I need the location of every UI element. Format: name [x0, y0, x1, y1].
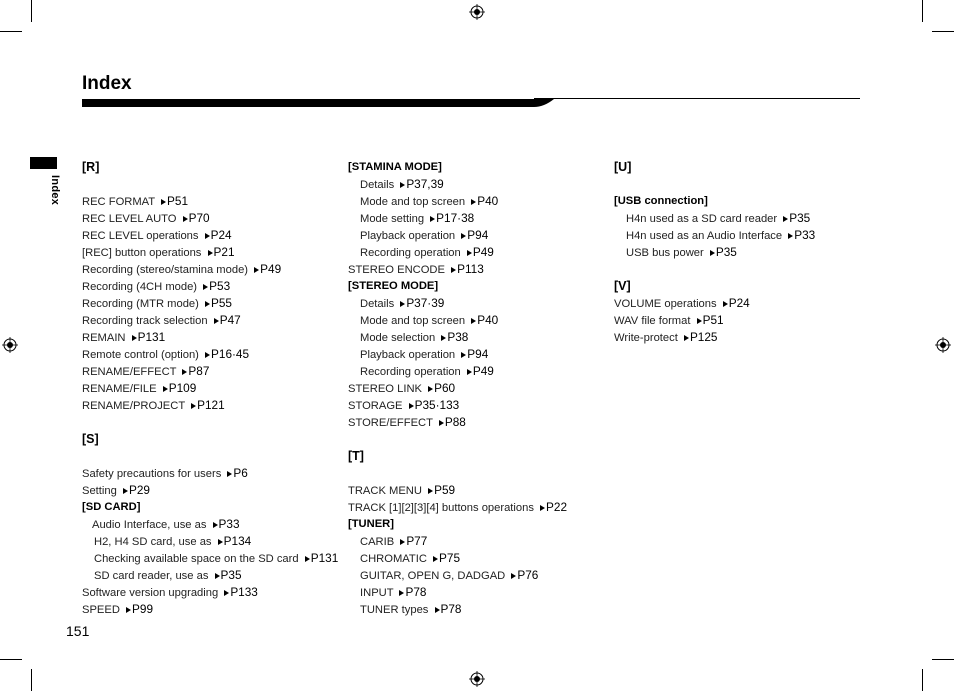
index-group-heading: [USB connection]: [614, 195, 708, 207]
side-tab-marker: [30, 157, 57, 169]
index-entry-label: Playback operation: [360, 349, 459, 361]
index-entry-label: Mode setting: [360, 213, 428, 225]
page-pointer-arrow-icon: [224, 590, 229, 596]
crop-mark-bottom-left-v: [31, 669, 32, 691]
page-reference: P131: [310, 551, 339, 565]
page-pointer-arrow-icon: [471, 318, 476, 324]
page-pointer-arrow-icon: [433, 556, 438, 562]
page-pointer-arrow-icon: [191, 403, 196, 409]
index-entry: [348, 295, 608, 312]
index-entry: [348, 227, 608, 244]
registration-mark-bottom-icon: [469, 671, 485, 687]
index-entry: [348, 550, 608, 567]
page-pointer-arrow-icon: [214, 318, 219, 324]
page-pointer-arrow-icon: [305, 556, 310, 562]
index-letter-heading: [S]: [82, 432, 99, 446]
page-pointer-arrow-icon: [400, 301, 405, 307]
index-entry: [82, 584, 342, 601]
page-title: Index: [82, 73, 132, 94]
index-entry: [348, 329, 608, 346]
crop-mark-bottom-right-v: [922, 669, 923, 691]
page-pointer-arrow-icon: [461, 352, 466, 358]
page-reference: P24: [728, 296, 750, 310]
spacer: [348, 465, 608, 482]
index-entry-label: TRACK MENU: [348, 485, 426, 497]
index-entry-label: Playback operation: [360, 230, 459, 242]
page-pointer-arrow-icon: [213, 522, 218, 528]
index-entry: [348, 414, 608, 431]
page-pointer-arrow-icon: [400, 539, 405, 545]
index-entry: [614, 244, 874, 261]
page-pointer-arrow-icon: [123, 488, 128, 494]
crop-mark-top-left-h: [0, 31, 22, 32]
page-pointer-arrow-icon: [451, 267, 456, 273]
index-entry-label: H4n used as an Audio Interface: [626, 230, 786, 242]
spacer: [82, 448, 342, 465]
index-entry: [348, 380, 608, 397]
index-letter-heading: [T]: [348, 449, 364, 463]
crop-mark-top-right-h: [932, 31, 954, 32]
page-reference: P60: [434, 381, 456, 395]
page-pointer-arrow-icon: [182, 369, 187, 375]
page-pointer-arrow-icon: [409, 403, 414, 409]
index-group-heading: [STAMINA MODE]: [348, 161, 442, 173]
page-reference: P17·38: [436, 211, 475, 225]
page-pointer-arrow-icon: [430, 216, 435, 222]
registration-mark-top-icon: [469, 4, 485, 20]
index-entry-label: Remote control (option): [82, 349, 203, 361]
page-reference: P76: [517, 568, 539, 582]
page-pointer-arrow-icon: [215, 573, 220, 579]
page-reference: P94: [467, 228, 489, 242]
index-entry-label: RENAME/PROJECT: [82, 400, 189, 412]
index-letter-heading: [U]: [614, 160, 632, 174]
index-entry: [82, 261, 342, 278]
page-reference: P35: [220, 568, 242, 582]
index-entry-label: STORAGE: [348, 400, 406, 412]
page-reference: P77: [406, 534, 428, 548]
page-reference: P33: [794, 228, 816, 242]
registration-mark-left-icon: [2, 337, 18, 353]
page-reference: P131: [137, 330, 166, 344]
page-reference: P99: [132, 602, 154, 616]
page-pointer-arrow-icon: [511, 573, 516, 579]
index-entry: [82, 465, 342, 482]
page-reference: P37·39: [406, 296, 445, 310]
index-column-1: [82, 159, 342, 618]
index-entry-label: SPEED: [82, 604, 124, 616]
index-entry: [82, 346, 342, 363]
page-pointer-arrow-icon: [684, 335, 689, 341]
index-letter-heading: [V]: [614, 279, 631, 293]
index-entry-label: Details: [360, 179, 398, 191]
page-reference: P88: [444, 415, 466, 429]
page-reference: P49: [260, 262, 282, 276]
index-entry: [614, 227, 874, 244]
index-entry: [348, 584, 608, 601]
index-entry-label: STEREO ENCODE: [348, 264, 449, 276]
page-pointer-arrow-icon: [163, 386, 168, 392]
page-reference: P35: [789, 211, 811, 225]
index-entry: [348, 397, 608, 414]
index-entry-label: Recording track selection: [82, 315, 211, 327]
index-entry: [614, 295, 874, 312]
page-reference: P37,39: [406, 177, 444, 191]
registration-mark-right-icon: [935, 337, 951, 353]
index-entry-label: Mode selection: [360, 332, 439, 344]
page-reference: P33: [218, 517, 240, 531]
page-reference: P121: [197, 398, 225, 412]
index-entry: [82, 567, 342, 584]
page-pointer-arrow-icon: [400, 182, 405, 188]
page-reference: P40: [477, 313, 499, 327]
crop-mark-bottom-left-h: [0, 659, 22, 660]
page-pointer-arrow-icon: [788, 233, 793, 239]
index-entry-label: H2, H4 SD card, use as: [94, 536, 215, 548]
page-reference: P134: [223, 534, 252, 548]
page-reference: P75: [439, 551, 461, 565]
page-reference: P51: [702, 313, 724, 327]
page-reference: P49: [472, 364, 494, 378]
index-entry: [348, 210, 608, 227]
page-reference: P40: [477, 194, 499, 208]
page-reference: P49: [472, 245, 494, 259]
index-entry: [82, 312, 342, 329]
spacer: [82, 176, 342, 193]
index-entry-label: [REC] button operations: [82, 247, 205, 259]
page-reference: P109: [168, 381, 197, 395]
spacer: [614, 176, 874, 193]
index-entry: [82, 533, 342, 550]
index-column-3: [614, 159, 874, 346]
crop-mark-top-left-v: [31, 0, 32, 22]
index-entry: [348, 244, 608, 261]
index-entry: [348, 261, 608, 278]
index-entry-label: Mode and top screen: [360, 196, 469, 208]
page-reference: P78: [440, 602, 462, 616]
page-pointer-arrow-icon: [710, 250, 715, 256]
page-pointer-arrow-icon: [697, 318, 702, 324]
index-entry-label: Checking available space on the SD card: [94, 553, 302, 565]
page-pointer-arrow-icon: [203, 284, 208, 290]
index-entry: [82, 210, 342, 227]
page-pointer-arrow-icon: [132, 335, 137, 341]
side-index-label: Index: [49, 175, 61, 206]
index-entry: [82, 550, 342, 567]
index-entry: [82, 482, 342, 499]
spacer: [82, 414, 342, 431]
index-entry: [82, 193, 342, 210]
index-entry: [348, 363, 608, 380]
page-reference: P78: [405, 585, 427, 599]
page-reference: P16·45: [211, 347, 250, 361]
index-group-heading: [TUNER]: [348, 518, 394, 530]
page-pointer-arrow-icon: [467, 250, 472, 256]
page-pointer-arrow-icon: [783, 216, 788, 222]
index-entry-label: INPUT: [360, 587, 397, 599]
page-reference: P94: [467, 347, 489, 361]
index-entry-label: Recording (4CH mode): [82, 281, 201, 293]
page-reference: P53: [209, 279, 231, 293]
crop-mark-top-right-v: [922, 0, 923, 22]
index-entry-label: RENAME/EFFECT: [82, 366, 180, 378]
spacer: [348, 431, 608, 448]
index-entry-label: Details: [360, 298, 398, 310]
index-entry: [348, 482, 608, 499]
page-reference: P35: [715, 245, 737, 259]
index-column-2: [348, 159, 608, 618]
index-entry: [82, 397, 342, 414]
index-entry-label: STEREO LINK: [348, 383, 426, 395]
page-pointer-arrow-icon: [540, 505, 545, 511]
page-pointer-arrow-icon: [205, 352, 210, 358]
index-entry-label: Setting: [82, 485, 120, 497]
index-entry: [82, 244, 342, 261]
index-entry-label: STORE/EFFECT: [348, 417, 436, 429]
index-entry-label: REMAIN: [82, 332, 129, 344]
index-entry: [348, 176, 608, 193]
index-entry-label: CHROMATIC: [360, 553, 431, 565]
page-reference: P113: [457, 262, 484, 276]
page-reference: P21: [213, 245, 235, 259]
page-reference: P70: [188, 211, 210, 225]
page-pointer-arrow-icon: [254, 267, 259, 273]
page-reference: P38: [447, 330, 469, 344]
page-pointer-arrow-icon: [208, 250, 213, 256]
index-entry-label: REC LEVEL AUTO: [82, 213, 180, 225]
index-entry: [348, 567, 608, 584]
index-letter-heading: [R]: [82, 160, 100, 174]
index-entry-label: TUNER types: [360, 604, 432, 616]
index-entry-label: Recording operation: [360, 366, 464, 378]
index-entry: [614, 329, 874, 346]
page-reference: P24: [210, 228, 232, 242]
index-group-heading: [SD CARD]: [82, 501, 141, 513]
index-entry-label: TRACK [1][2][3][4] buttons operations: [348, 502, 538, 514]
index-entry-label: Recording operation: [360, 247, 464, 259]
index-entry-label: Write-protect: [614, 332, 681, 344]
page-reference: P55: [211, 296, 232, 310]
index-entry: [348, 193, 608, 210]
page-pointer-arrow-icon: [205, 233, 210, 239]
index-entry: [82, 601, 342, 618]
index-entry-label: H4n used as a SD card reader: [626, 213, 781, 225]
index-entry-label: VOLUME operations: [614, 298, 720, 310]
page-pointer-arrow-icon: [399, 590, 404, 596]
index-entry-label: RENAME/FILE: [82, 383, 160, 395]
page-pointer-arrow-icon: [461, 233, 466, 239]
page-pointer-arrow-icon: [467, 369, 472, 375]
index-entry-label: WAV file format: [614, 315, 694, 327]
index-entry: [82, 278, 342, 295]
index-entry-label: USB bus power: [626, 247, 707, 259]
index-entry: [82, 363, 342, 380]
page-pointer-arrow-icon: [218, 539, 223, 545]
index-entry-label: SD card reader, use as: [94, 570, 212, 582]
page-pointer-arrow-icon: [205, 301, 210, 307]
index-entry: [82, 227, 342, 244]
page-pointer-arrow-icon: [439, 420, 444, 426]
page-reference: P125: [689, 330, 718, 344]
page-reference: P29: [128, 483, 150, 497]
index-group-heading: [STEREO MODE]: [348, 280, 439, 292]
index-entry: [614, 210, 874, 227]
index-entry-label: REC LEVEL operations: [82, 230, 202, 242]
page-pointer-arrow-icon: [441, 335, 446, 341]
index-entry-label: REC FORMAT: [82, 196, 159, 208]
index-entry: [348, 312, 608, 329]
page-pointer-arrow-icon: [227, 471, 232, 477]
index-entry: [82, 295, 342, 312]
page-reference: P22: [546, 500, 568, 514]
index-entry: [82, 329, 342, 346]
page-pointer-arrow-icon: [435, 607, 440, 613]
index-entry-label: Audio Interface, use as: [92, 519, 210, 531]
index-entry-label: GUITAR, OPEN G, DADGAD: [360, 570, 509, 582]
page-reference: P35·133: [414, 398, 460, 412]
index-entry-label: Mode and top screen: [360, 315, 469, 327]
page-reference: P133: [230, 585, 258, 599]
index-entry-label: Software version upgrading: [82, 587, 222, 599]
index-entry: [614, 312, 874, 329]
page-reference: P47: [219, 313, 241, 327]
page-reference: P87: [188, 364, 210, 378]
index-entry: [82, 380, 342, 397]
page-reference: P6: [233, 466, 248, 480]
index-entry-label: Recording (MTR mode): [82, 298, 202, 310]
page-reference: P59: [434, 483, 456, 497]
index-entry: [348, 533, 608, 550]
crop-mark-bottom-right-h: [932, 659, 954, 660]
page-pointer-arrow-icon: [183, 216, 188, 222]
index-entry-label: CARIB: [360, 536, 398, 548]
page-pointer-arrow-icon: [161, 199, 166, 205]
page-pointer-arrow-icon: [471, 199, 476, 205]
index-entry-label: Safety precautions for users: [82, 468, 225, 480]
page-pointer-arrow-icon: [126, 607, 131, 613]
index-entry: [348, 601, 608, 618]
index-entry: [82, 516, 342, 533]
page-pointer-arrow-icon: [723, 301, 728, 307]
title-underline-bar: [82, 97, 862, 109]
page-number: 151: [66, 623, 90, 639]
index-entry: [348, 499, 608, 516]
page-pointer-arrow-icon: [428, 488, 433, 494]
page-reference: P51: [167, 194, 189, 208]
index-entry: [348, 346, 608, 363]
spacer: [614, 261, 874, 278]
index-entry-label: Recording (stereo/stamina mode): [82, 264, 252, 276]
page-pointer-arrow-icon: [428, 386, 433, 392]
